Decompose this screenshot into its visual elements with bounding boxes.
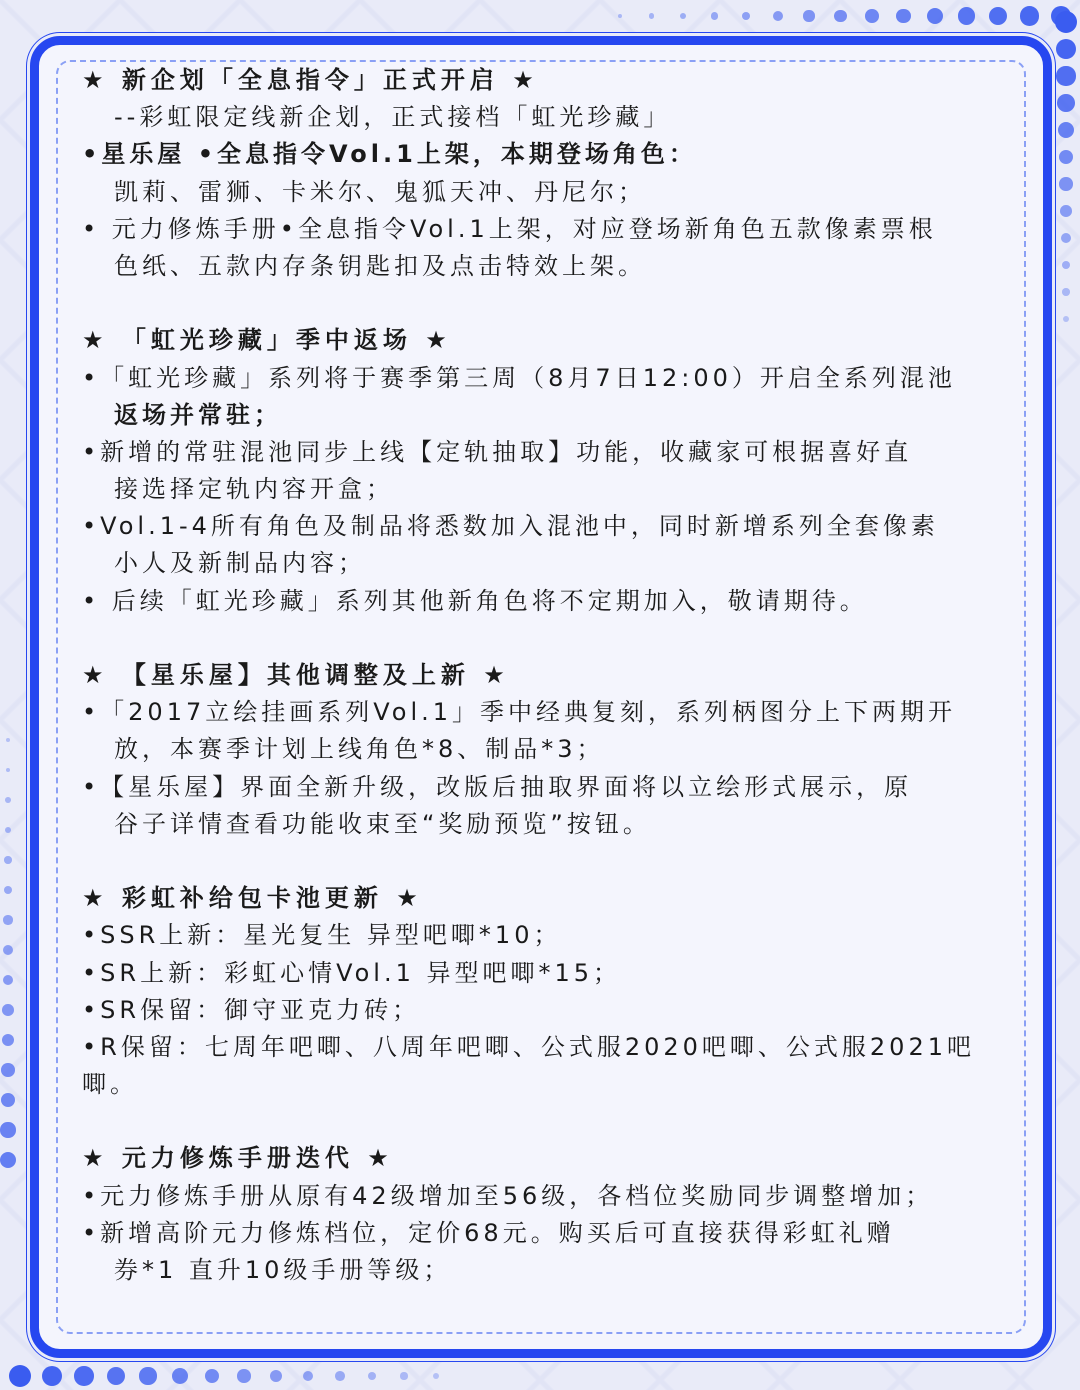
section-line: •新增高阶元力修炼档位，定价68元。购买后可直接获得彩虹礼赠 xyxy=(82,1218,895,1247)
decorative-dot xyxy=(958,7,975,24)
section-title: ★ 【星乐屋】其他调整及上新 ★ xyxy=(82,661,510,689)
decorative-dot xyxy=(1020,6,1040,26)
section-line: •元力修炼手册从原有42级增加至56级，各档位奖励同步调整增加； xyxy=(82,1181,934,1210)
decorative-dot xyxy=(1055,11,1077,33)
section-line: •星乐屋 •全息指令Vol.1上架，本期登场角色： xyxy=(82,140,697,169)
section-line: 接选择定轨内容开盒； xyxy=(114,475,394,504)
decorative-dot xyxy=(896,9,911,24)
section-line: •SR保留：御守亚克力砖； xyxy=(82,995,421,1024)
decorative-dot xyxy=(3,915,12,924)
section-line: •新增的常驻混池同步上线【定轨抽取】功能，收藏家可根据喜好直 xyxy=(82,437,913,466)
decorative-dot xyxy=(803,10,814,21)
section-line: 唧。 xyxy=(82,1070,138,1099)
decorative-dot xyxy=(1063,316,1069,322)
decorative-dot xyxy=(0,1152,16,1168)
decorative-dot xyxy=(927,8,943,24)
decorative-dot xyxy=(5,797,11,803)
decorative-dot xyxy=(400,1372,407,1379)
decorative-dot xyxy=(1058,122,1074,138)
decorative-dot xyxy=(9,1365,31,1387)
decorative-dot xyxy=(649,13,654,18)
decorative-dot xyxy=(270,1370,282,1382)
decorative-dot xyxy=(618,14,622,18)
section-line: •「2017立绘挂画系列Vol.1」季中经典复刻，系列柄图分上下两期开 xyxy=(82,698,957,727)
decorative-dot xyxy=(2,1004,14,1016)
section-line: 凯莉、雷狮、卡米尔、鬼狐天冲、丹尼尔； xyxy=(114,177,646,206)
decorative-dot xyxy=(1059,177,1072,190)
notice-content xyxy=(82,62,1022,1289)
section-line: --彩虹限定线新企划，正式接档「虹光珍藏」 xyxy=(114,103,672,132)
section-line: •SR上新：彩虹心情Vol.1 异型吧唧*15； xyxy=(82,958,622,987)
decorative-dot xyxy=(74,1366,94,1386)
section-line: 券*1 直升10级手册等级； xyxy=(114,1256,452,1284)
decorative-dot xyxy=(433,1373,439,1379)
decorative-dot xyxy=(0,1122,15,1137)
decorative-dot xyxy=(1,1063,14,1076)
decorative-dot xyxy=(335,1371,345,1381)
decorative-dot xyxy=(1056,66,1075,85)
section-line: •【星乐屋】界面全新升级，改版后抽取界面将以立绘形式展示，原 xyxy=(82,772,913,801)
decorative-dot xyxy=(1057,94,1075,112)
section-line: 返场并常驻； xyxy=(114,400,282,429)
decorative-dot xyxy=(172,1368,188,1384)
decorative-dot xyxy=(1062,288,1069,295)
section-title: ★ 「虹光珍藏」季中返场 ★ xyxy=(82,326,452,355)
decorative-dot xyxy=(1060,205,1072,217)
section-line: • 元力修炼手册•全息指令Vol.1上架，对应登场新角色五款像素票根 xyxy=(82,214,937,243)
decorative-dot xyxy=(773,11,783,21)
section-line: 小人及新制品内容； xyxy=(114,549,366,578)
decorative-dot xyxy=(139,1367,156,1384)
section-line: •R保留：七周年吧唧、八周年吧唧、公式服2020吧唧、公式服2021吧 xyxy=(82,1032,975,1061)
section-line: 放，本赛季计划上线角色*8、制品*3； xyxy=(114,735,605,764)
section-title: ★ 元力修炼手册迭代 ★ xyxy=(82,1144,394,1173)
section-title: ★ 彩虹补给包卡池更新 ★ xyxy=(82,884,423,913)
decorative-dot xyxy=(6,738,10,742)
decorative-dot xyxy=(237,1369,250,1382)
decorative-dot xyxy=(711,12,719,20)
decorative-dot xyxy=(834,10,846,22)
decorative-dot xyxy=(865,9,879,23)
section-line: •「虹光珍藏」系列将于赛季第三周（8月7日12:00）开启全系列混池 xyxy=(82,363,956,392)
section-line: 谷子详情查看功能收束至“奖励预览”按钮。 xyxy=(114,809,651,838)
section-line: •SSR上新：星光复生 异型吧唧*10； xyxy=(82,921,562,950)
decorative-dot xyxy=(4,856,11,863)
section-title: ★ 新企划「全息指令」正式开启 ★ xyxy=(82,66,539,94)
section-line: • 后续「虹光珍藏」系列其他新角色将不定期加入，敬请期待。 xyxy=(82,586,868,615)
section-line: •Vol.1-4所有角色及制品将悉数加入混池中，同时新增系列全套像素 xyxy=(82,512,939,541)
section-line: 色纸、五款内存条钥匙扣及点击特效上架。 xyxy=(114,251,646,280)
decorative-dot xyxy=(3,945,13,955)
